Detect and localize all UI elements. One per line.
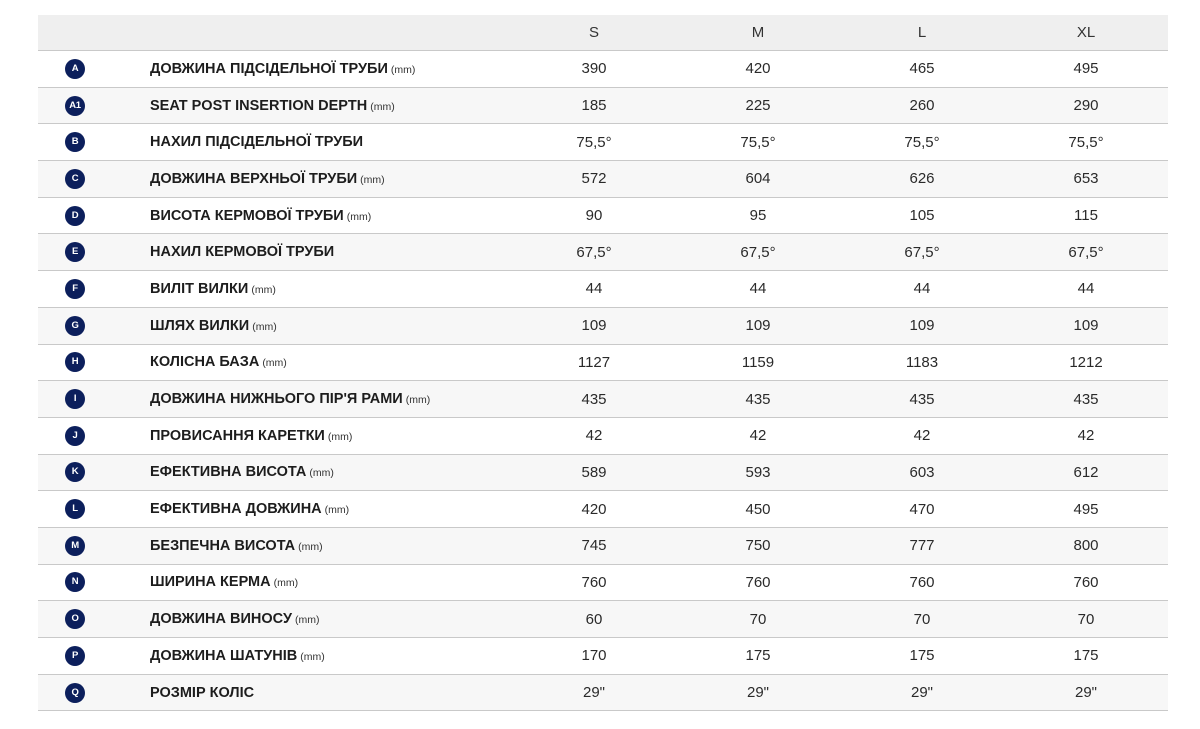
header-size-xl: XL	[1004, 15, 1168, 51]
measurement-name	[112, 271, 512, 308]
value-size-m: 604	[676, 161, 840, 198]
badge-cell	[38, 527, 112, 564]
badge-cell	[38, 161, 112, 198]
measurement-unit: (mm)	[294, 614, 320, 627]
measurement-name	[112, 124, 512, 161]
value-size-l: 105	[840, 197, 1004, 234]
measurement-name	[112, 417, 512, 454]
badge-cell	[38, 601, 112, 638]
measurement-name	[112, 564, 512, 601]
value-size-xl: 70	[1004, 601, 1168, 638]
measurement-badge-icon: D	[65, 206, 85, 226]
value-size-m: 593	[676, 454, 840, 491]
value-size-s: 90	[512, 197, 676, 234]
value-size-m: 750	[676, 527, 840, 564]
measurement-name	[112, 161, 512, 198]
value-size-xl: 495	[1004, 51, 1168, 88]
value-size-s: 390	[512, 51, 676, 88]
badge-cell	[38, 87, 112, 124]
value-size-l: 175	[840, 638, 1004, 675]
measurement-name	[112, 601, 512, 638]
measurement-label: ДОВЖИНА ВЕРХНЬОЇ ТРУБИ	[150, 170, 358, 187]
value-size-xl: 1212	[1004, 344, 1168, 381]
measurement-label: ЕФЕКТИВНА ДОВЖИНА	[150, 501, 322, 518]
measurement-unit: (mm)	[252, 320, 277, 333]
measurement-badge-icon: G	[65, 316, 85, 336]
table-row	[38, 87, 1168, 124]
table-row	[38, 197, 1168, 234]
value-size-l: 260	[840, 87, 1004, 124]
badge-cell	[38, 454, 112, 491]
badge-cell	[38, 234, 112, 271]
measurement-label: ШИРИНА КЕРМА	[150, 574, 271, 591]
table-row	[38, 124, 1168, 161]
badge-cell	[38, 344, 112, 381]
table-row	[38, 527, 1168, 564]
measurement-name	[112, 381, 512, 418]
value-size-s: 745	[512, 527, 676, 564]
measurement-badge-icon: L	[65, 499, 85, 519]
measurement-badge-icon: A1	[65, 96, 85, 116]
value-size-xl: 67,5°	[1004, 234, 1168, 271]
measurement-label: ДОВЖИНА ПІДСІДЕЛЬНОЇ ТРУБИ	[150, 60, 388, 77]
measurement-badge-icon: M	[65, 536, 85, 556]
value-size-l: 626	[840, 161, 1004, 198]
value-size-xl: 44	[1004, 271, 1168, 308]
value-size-m: 44	[676, 271, 840, 308]
value-size-xl: 800	[1004, 527, 1168, 564]
value-size-m: 175	[676, 638, 840, 675]
measurement-name	[112, 307, 512, 344]
measurement-unit: (mm)	[262, 357, 287, 370]
badge-cell	[38, 417, 112, 454]
measurement-label: НАХИЛ ПІДСІДЕЛЬНОЇ ТРУБИ	[150, 134, 364, 151]
value-size-l: 777	[840, 527, 1004, 564]
measurement-unit: (mm)	[251, 283, 276, 296]
value-size-xl: 290	[1004, 87, 1168, 124]
value-size-l: 1183	[840, 344, 1004, 381]
measurement-name	[112, 51, 512, 88]
measurement-badge-icon: F	[65, 279, 85, 299]
value-size-l: 44	[840, 271, 1004, 308]
measurement-badge-icon: I	[65, 389, 85, 409]
measurement-unit: (mm)	[360, 173, 385, 186]
value-size-l: 75,5°	[840, 124, 1004, 161]
table-row	[38, 51, 1168, 88]
value-size-m: 450	[676, 491, 840, 528]
measurement-unit: (mm)	[273, 577, 299, 590]
value-size-m: 29"	[676, 674, 840, 711]
table-row	[38, 564, 1168, 601]
table-body	[38, 51, 1168, 711]
value-size-s: 420	[512, 491, 676, 528]
measurement-label: ПРОВИСАННЯ КАРЕТКИ	[150, 427, 325, 444]
badge-cell	[38, 638, 112, 675]
measurement-unit: (mm)	[390, 63, 416, 76]
value-size-l: 465	[840, 51, 1004, 88]
badge-cell	[38, 491, 112, 528]
measurement-name	[112, 491, 512, 528]
value-size-xl: 75,5°	[1004, 124, 1168, 161]
value-size-l: 109	[840, 307, 1004, 344]
value-size-s: 44	[512, 271, 676, 308]
value-size-s: 589	[512, 454, 676, 491]
measurement-unit: (mm)	[327, 430, 353, 443]
table-row	[38, 307, 1168, 344]
table-row	[38, 417, 1168, 454]
value-size-m: 420	[676, 51, 840, 88]
measurement-unit: (mm)	[370, 100, 395, 113]
measurement-badge-icon: N	[65, 572, 85, 592]
value-size-s: 572	[512, 161, 676, 198]
measurement-badge-icon: Q	[65, 683, 85, 703]
value-size-m: 225	[676, 87, 840, 124]
measurement-unit: (mm)	[405, 394, 431, 407]
measurement-badge-icon: B	[65, 132, 85, 152]
badge-cell	[38, 381, 112, 418]
header-size-s: S	[512, 15, 676, 51]
value-size-xl: 115	[1004, 197, 1168, 234]
measurement-unit: (mm)	[309, 467, 334, 480]
value-size-s: 67,5°	[512, 234, 676, 271]
value-size-m: 75,5°	[676, 124, 840, 161]
value-size-xl: 42	[1004, 417, 1168, 454]
table-row	[38, 344, 1168, 381]
badge-cell	[38, 674, 112, 711]
measurement-name	[112, 638, 512, 675]
measurement-label: ДОВЖИНА ВИНОСУ	[150, 611, 292, 628]
measurement-label: ВИЛІТ ВИЛКИ	[150, 280, 249, 297]
value-size-xl: 495	[1004, 491, 1168, 528]
measurement-unit: (mm)	[300, 650, 325, 663]
header-size-l: L	[840, 15, 1004, 51]
measurement-badge-icon: P	[65, 646, 85, 666]
value-size-l: 470	[840, 491, 1004, 528]
value-size-l: 435	[840, 381, 1004, 418]
measurement-badge-icon: K	[65, 462, 85, 482]
value-size-m: 1159	[676, 344, 840, 381]
value-size-xl: 653	[1004, 161, 1168, 198]
measurement-name	[112, 234, 512, 271]
measurement-unit: (mm)	[298, 540, 323, 553]
measurement-label: РОЗМІР КОЛІС	[150, 684, 255, 701]
table-row	[38, 454, 1168, 491]
value-size-s: 42	[512, 417, 676, 454]
value-size-m: 109	[676, 307, 840, 344]
value-size-l: 70	[840, 601, 1004, 638]
value-size-s: 60	[512, 601, 676, 638]
measurement-name	[112, 197, 512, 234]
measurement-label: НАХИЛ КЕРМОВОЇ ТРУБИ	[150, 244, 335, 261]
measurement-name	[112, 87, 512, 124]
measurement-unit: (mm)	[346, 210, 372, 223]
measurement-label: SEAT POST INSERTION DEPTH	[150, 97, 368, 114]
value-size-l: 67,5°	[840, 234, 1004, 271]
badge-cell	[38, 197, 112, 234]
table-header-row	[38, 15, 1168, 51]
value-size-m: 95	[676, 197, 840, 234]
value-size-m: 67,5°	[676, 234, 840, 271]
badge-cell	[38, 51, 112, 88]
value-size-m: 70	[676, 601, 840, 638]
badge-cell	[38, 124, 112, 161]
measurement-badge-icon: O	[65, 609, 85, 629]
value-size-m: 42	[676, 417, 840, 454]
table-row	[38, 161, 1168, 198]
value-size-m: 760	[676, 564, 840, 601]
value-size-xl: 435	[1004, 381, 1168, 418]
value-size-s: 1127	[512, 344, 676, 381]
value-size-s: 435	[512, 381, 676, 418]
value-size-xl: 29"	[1004, 674, 1168, 711]
measurement-label: БЕЗПЕЧНА ВИСОТА	[150, 537, 296, 554]
measurement-label: ДОВЖИНА НИЖНЬОГО ПІР'Я РАМИ	[150, 391, 403, 408]
value-size-xl: 175	[1004, 638, 1168, 675]
value-size-l: 603	[840, 454, 1004, 491]
table-row	[38, 271, 1168, 308]
badge-cell	[38, 564, 112, 601]
measurement-badge-icon: E	[65, 242, 85, 262]
header-size-m: M	[676, 15, 840, 51]
value-size-l: 29"	[840, 674, 1004, 711]
value-size-xl: 109	[1004, 307, 1168, 344]
measurement-label: ВИСОТА КЕРМОВОЇ ТРУБИ	[150, 207, 344, 224]
measurement-badge-icon: H	[65, 352, 85, 372]
measurement-name	[112, 454, 512, 491]
value-size-xl: 760	[1004, 564, 1168, 601]
table-row	[38, 674, 1168, 711]
value-size-l: 760	[840, 564, 1004, 601]
table-row	[38, 381, 1168, 418]
measurement-label: КОЛІСНА БАЗА	[150, 354, 260, 371]
measurement-badge-icon: J	[65, 426, 85, 446]
measurement-name	[112, 527, 512, 564]
table-row	[38, 638, 1168, 675]
table-row	[38, 234, 1168, 271]
measurement-badge-icon: C	[65, 169, 85, 189]
badge-cell	[38, 307, 112, 344]
value-size-s: 760	[512, 564, 676, 601]
value-size-s: 185	[512, 87, 676, 124]
measurement-label: ЕФЕКТИВНА ВИСОТА	[150, 464, 307, 481]
value-size-m: 435	[676, 381, 840, 418]
measurement-unit: (mm)	[324, 504, 350, 517]
value-size-s: 170	[512, 638, 676, 675]
header-badge-cell	[38, 15, 112, 51]
value-size-s: 109	[512, 307, 676, 344]
measurement-label: ДОВЖИНА ШАТУНІВ	[150, 647, 298, 664]
header-label-cell	[112, 15, 512, 51]
value-size-l: 42	[840, 417, 1004, 454]
measurement-name	[112, 674, 512, 711]
measurement-badge-icon: A	[65, 59, 85, 79]
value-size-s: 29"	[512, 674, 676, 711]
geometry-table	[38, 15, 1168, 711]
badge-cell	[38, 271, 112, 308]
value-size-xl: 612	[1004, 454, 1168, 491]
measurement-label: ШЛЯХ ВИЛКИ	[150, 317, 250, 334]
value-size-s: 75,5°	[512, 124, 676, 161]
table-row	[38, 601, 1168, 638]
table-row	[38, 491, 1168, 528]
measurement-name	[112, 344, 512, 381]
